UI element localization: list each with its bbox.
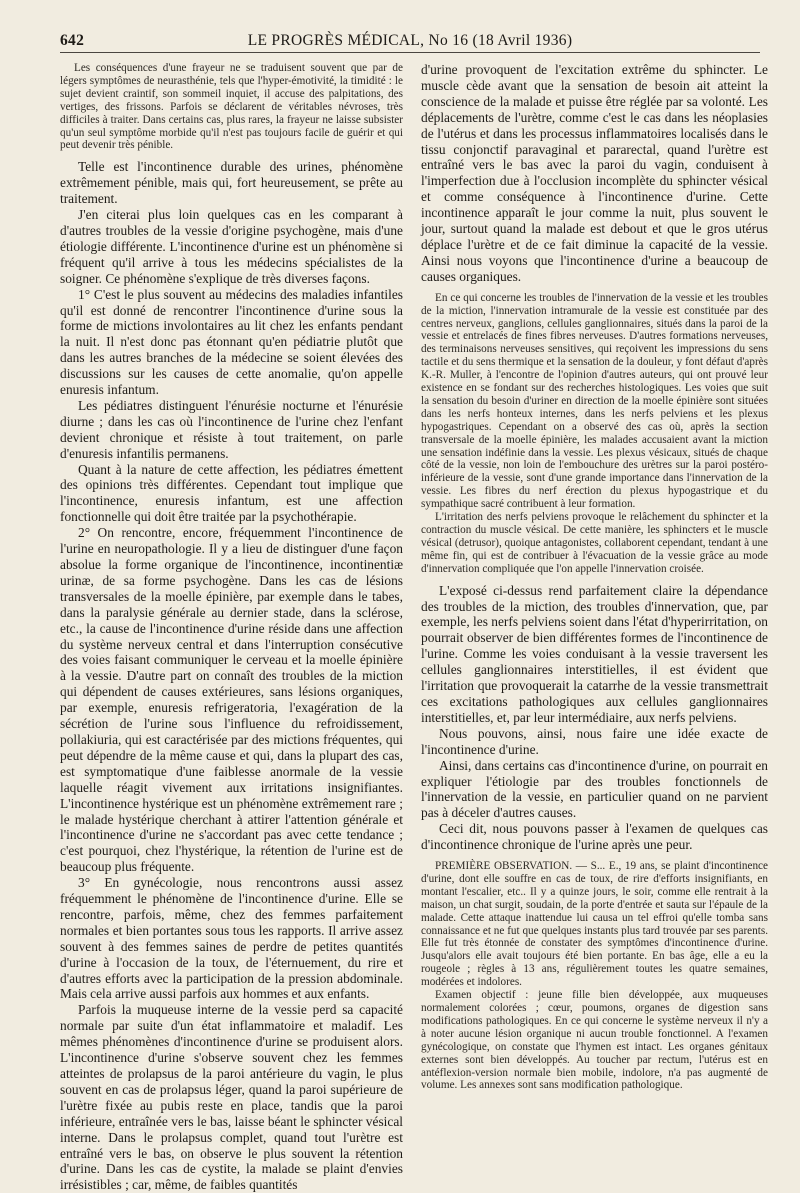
body-paragraph: Nous pouvons, ainsi, nous faire une idée exacte de l'incontinence d'urine.: [421, 725, 768, 757]
body-paragraph: Ceci dit, nous pouvons passer à l'examen de quelques cas d'incontinence chronique de l'urine après une peur.: [421, 821, 768, 853]
header-rule: [60, 52, 760, 53]
body-paragraph: L'exposé ci-dessus rend parfaitement claire la dépendance des troubles de la miction, des troubles d'innervation, que, par exemple, les nerfs pelviens soient dans l'état d'hyperirritation, on pourrait observer de bien différentes formes de l'incontinence de l'urine. Comme les voies conduisant à la vessie traversent les cellules ganglionnaires interstitielles, il est évident que l'irritation que provoquerait la catarrhe de la vessie transmettrait ces excitations pathologiques aux cellules ganglionnaires interstitielles, et, par leur intermédiaire, aux nerfs pelviens.: [421, 582, 768, 725]
body-paragraph: d'urine provoquent de l'excitation extrême du sphincter. Le muscle cède avant que la sensation de besoin ait atteint la conscience de la malade et puisse être réglée par sa volonté. Les déplacements de l'urètre, comme c'est le cas dans les néoplasies de l'utérus et dans les processus inflammatoires localisés dans le tissu conjonctif paravaginal et pararectal, quand l'urètre est entraîné vers le bas avec la paroi du vagin, conduisent à l'imperfection due à l'occlusion incomplète du sphincter vésical et comme conséquence à l'incontinence d'urine. Cette incontinence apparaît le jour comme la nuit, plus souvent le jour, surtout quand la malade est debout et que le gros utérus déplace l'urètre et de ce fait diminue la capacité de la vessie. Ainsi nous voyons que l'incontinence d'urine a beaucoup de causes organiques.: [421, 62, 768, 284]
page-number: 642: [60, 32, 85, 49]
body-paragraph: Telle est l'incontinence durable des urines, phénomène extrêmement pénible, mais qui, fort heureusement, se prête au traitement.: [60, 159, 403, 207]
right-column: [421, 62, 768, 1092]
small-print-paragraph: L'irritation des nerfs pelviens provoque le relâchement du sphincter et la contraction du muscle vésical. De cette manière, les sphincters et le muscle vésical (detrusor), quoique antagonistes, collaborent cependant, tendant à une même fin, qui est de contribuer à l'évacuation de la vessie grâce au mode d'innervation compliquée que l'on appelle l'innervation croisée.: [421, 511, 768, 575]
body-paragraph: Parfois la muqueuse interne de la vessie perd sa capacité normale par suite d'un état inflammatoire et maladif. Les mêmes phénomènes d'incontinence d'urine se produisent alors. L'incontinence d'urine s'observe souvent chez les femmes atteintes de prolapsus de la paroi antérieure du vagin, le plus souvent en cas de prolapsus léger, quand la paroi supérieure de l'urètre fixée au pubis reste en place, tandis que la paroi inférieure, entraînée vers le bas, laisse béant le sphincter vésical interne. Dans le prolapsus complet, quand tout l'urètre est entraîné vers le bas, on observe le plus souvent la rétention d'urine. Dans les cas de cystite, la malade se plaint d'envies irrésistibles ; car, même, de faibles quantités: [60, 1002, 403, 1193]
body-paragraph: 2° On rencontre, encore, fréquemment l'incontinence de l'urine en neuropathologie. Il y a lieu de distinguer d'une façon absolue la forme organique de l'incontinence, incontinentiæ urinæ, de sa forme psychogène. Dans les cas de lésions transversales de la moelle épinière, par exemple dans le tabes, dans la paralysie générale au dernier stade, dans la sclérose, etc., la cause de l'incontinence d'urine réside dans une affection du système nerveux central et dans l'interruption consécutive des voies faisant communiquer le cerveau et la moelle épinière à la vessie. D'autre part on connaît des troubles de la miction qui dépendent de causes extérieures, sans lésions organiques, par exemple, enuresis refrigeratoria, l'exagération de la sécrétion de l'urine sous l'influence du refroidissement, pollakiuria, qui est caractérisée par des mictions fréquentes, qui peut dépendre de la même cause et qui, dans la plupart des cas, est symptomatique d'une faiblesse anormale de la vessie laquelle réagit vivement aux irritations insignifiantes. L'incontinence hystérique est un phénomène extrêmement rare ; le malade hystérique cherchant à attirer l'attention générale et l'incontinence d'urine ne s'accordant pas avec cette tendance ; c'est pourquoi, chez l'hystérique, la rétention de l'urine est de beaucoup plus fréquente.: [60, 525, 403, 875]
body-paragraph: Quant à la nature de cette affection, les pédiatres émettent des opinions très différentes. Cependant tout implique que l'incontinence, enuresis infantum, est une affection fonctionnelle qui doit être traitée par la psychothérapie.: [60, 461, 403, 525]
body-paragraph: 3° En gynécologie, nous rencontrons aussi assez fréquemment le phénomène de l'incontinence d'urine. Elle se rencontre, parfois, même, chez des femmes parfaitement normales et bien portantes sous tous les rapports. Il arrive assez souvent à des femmes saines de perdre de petites quantités d'urine à l'occasion de la toux, de l'éternuement, du rire et d'autres efforts avec la participation de la pression abdominale. Mais cela arrive aussi parfois aux hommes et aux enfants.: [60, 875, 403, 1002]
left-column: [60, 62, 403, 1193]
body-paragraph: J'en citerai plus loin quelques cas en les comparant à d'autres troubles de la vessie d'origine psychogène, mais d'une étiologie différente. L'incontinence d'urine est un phénomène si fréquent qu'il arrive à tous les médecins spécialistes de la soigner. Ce phénomène s'explique de très diverses façons.: [60, 207, 403, 286]
small-print-paragraph: Les conséquences d'une frayeur ne se traduisent souvent que par de légers symptômes de neurasthénie, tels que l'hyper-émotivité, la timidité : le sujet devient craintif, son sommeil inquiet, il accuse des palpitations, des vertiges, des frissons. Parfois se déclarent de véritables névroses, très difficiles à traiter. Dans certains cas, plus rares, la frayeur ne laisse subsister qu'un seul symptôme morbide qu'il n'est pas toujours facile de guérir et qui peut devenir très pénible.: [60, 62, 403, 152]
body-paragraph: 1° C'est le plus souvent au médecins des maladies infantiles qu'il est donné de rencontrer l'incontinence d'urine sous la forme de mictions involontaires au lit chez les enfants pendant la nuit. Il n'est donc pas étonnant qu'en pédiatrie plutôt que dans les autres branches de la médecine se soient élevées des discussions sur les causes de cette anomalie, qu'on appelle enuresis infantum.: [60, 286, 403, 398]
small-print-paragraph: PREMIÈRE OBSERVATION. — S... E., 19 ans, se plaint d'incontinence d'urine, dont elle souffre en cas de toux, de rire d'efforts insignifiants, en montant l'escalier, etc.. Il y a quinze jours, le soir, comme elle rentrait à la maison, un chat surgit, soudain, de la porte d'entrée et sauta sur l'épaule de la malade. Cette attaque inattendue lui causa un tel effroi qu'elle tomba sans connaissance et ne fut que quelques instants plus tard trouvée par ses parents. Elle fut très étonnée de constater des symptômes d'incontinence d'urine. Jusqu'alors elle avait toujours été bien portante. En bas âge, elle a eu la rougeole ; règles à 13 ans, régulièrement toutes les quatre semaines, modérées et indolores.: [421, 860, 768, 989]
page-header: [60, 30, 760, 54]
body-paragraph: Ainsi, dans certains cas d'incontinence d'urine, on pourrait en expliquer l'étiologie par des troubles fonctionnels de l'innervation de la vessie, en particulier quand on ne parvient pas à déceler d'autres causes.: [421, 757, 768, 821]
journal-title: LE PROGRÈS MÉDICAL, No 16 (18 Avril 1936): [247, 32, 573, 49]
small-print-paragraph: Examen objectif : jeune fille bien développée, aux muqueuses normalement colorées ; cœur, poumons, organes de digestion sans modifications pathologiques. En ce qui concerne le système nerveux il n'y a à noter aucune lésion organique ni aucun trouble fonctionnel. A l'examen gynécologique, on constate que l'hymen est intact. Les organes génitaux externes sont bien développés. Au toucher par rectum, l'utérus est en antéflexion-version normale bien mobile, indolore, n'a pas augmenté de volume. Les annexes sont sans modification pathologique.: [421, 989, 768, 1092]
small-print-paragraph: En ce qui concerne les troubles de l'innervation de la vessie et les troubles de la miction, l'innervation intramurale de la vessie est constituée par des centres nerveux, ganglions, cellules ganglionnaires, situés dans la paroi de la vessie et entrelacés de fines fibres nerveuses. D'autres formations nerveuses, des terminaisons nerveuses sensitives, qui reçoivent les impressions du sens tactile et du sens thermique et la sensation de la douleur, y font défaut d'après K.-R. Muller, à l'encontre de l'opinion d'autres auteurs, qui ont prouvé leur existence en se fondant sur des recherches histologiques. Les voies que suit la sensation du besoin d'uriner en direction de la moelle épinière sont situées dans les nerfs honteux internes, dans les nerfs pelviens et les plexus hypogastriques. Cependant on a observé des cas où, après la section transversale de la moelle épinière, les malades accusaient avant la miction une sensation indéfinie dans la vessie. Les plexus vésicaux, situés de chaque côté de la vessie, non loin de l'embouchure des urètres sur la paroi postéro-inférieure de la vessie, sont d'une grande importance dans l'innervation de la vessie. Les fibres du nerf érection du plexus hypogastrique et du sympathique sacré contribuent à leur formation.: [421, 291, 768, 511]
body-paragraph: Les pédiatres distinguent l'énurésie nocturne et l'énurésie diurne ; dans les cas où l'incontinence de l'urine chez l'enfant devient chronique et résiste à tout traitement, on parle d'enuresis infantilis permanens.: [60, 397, 403, 461]
